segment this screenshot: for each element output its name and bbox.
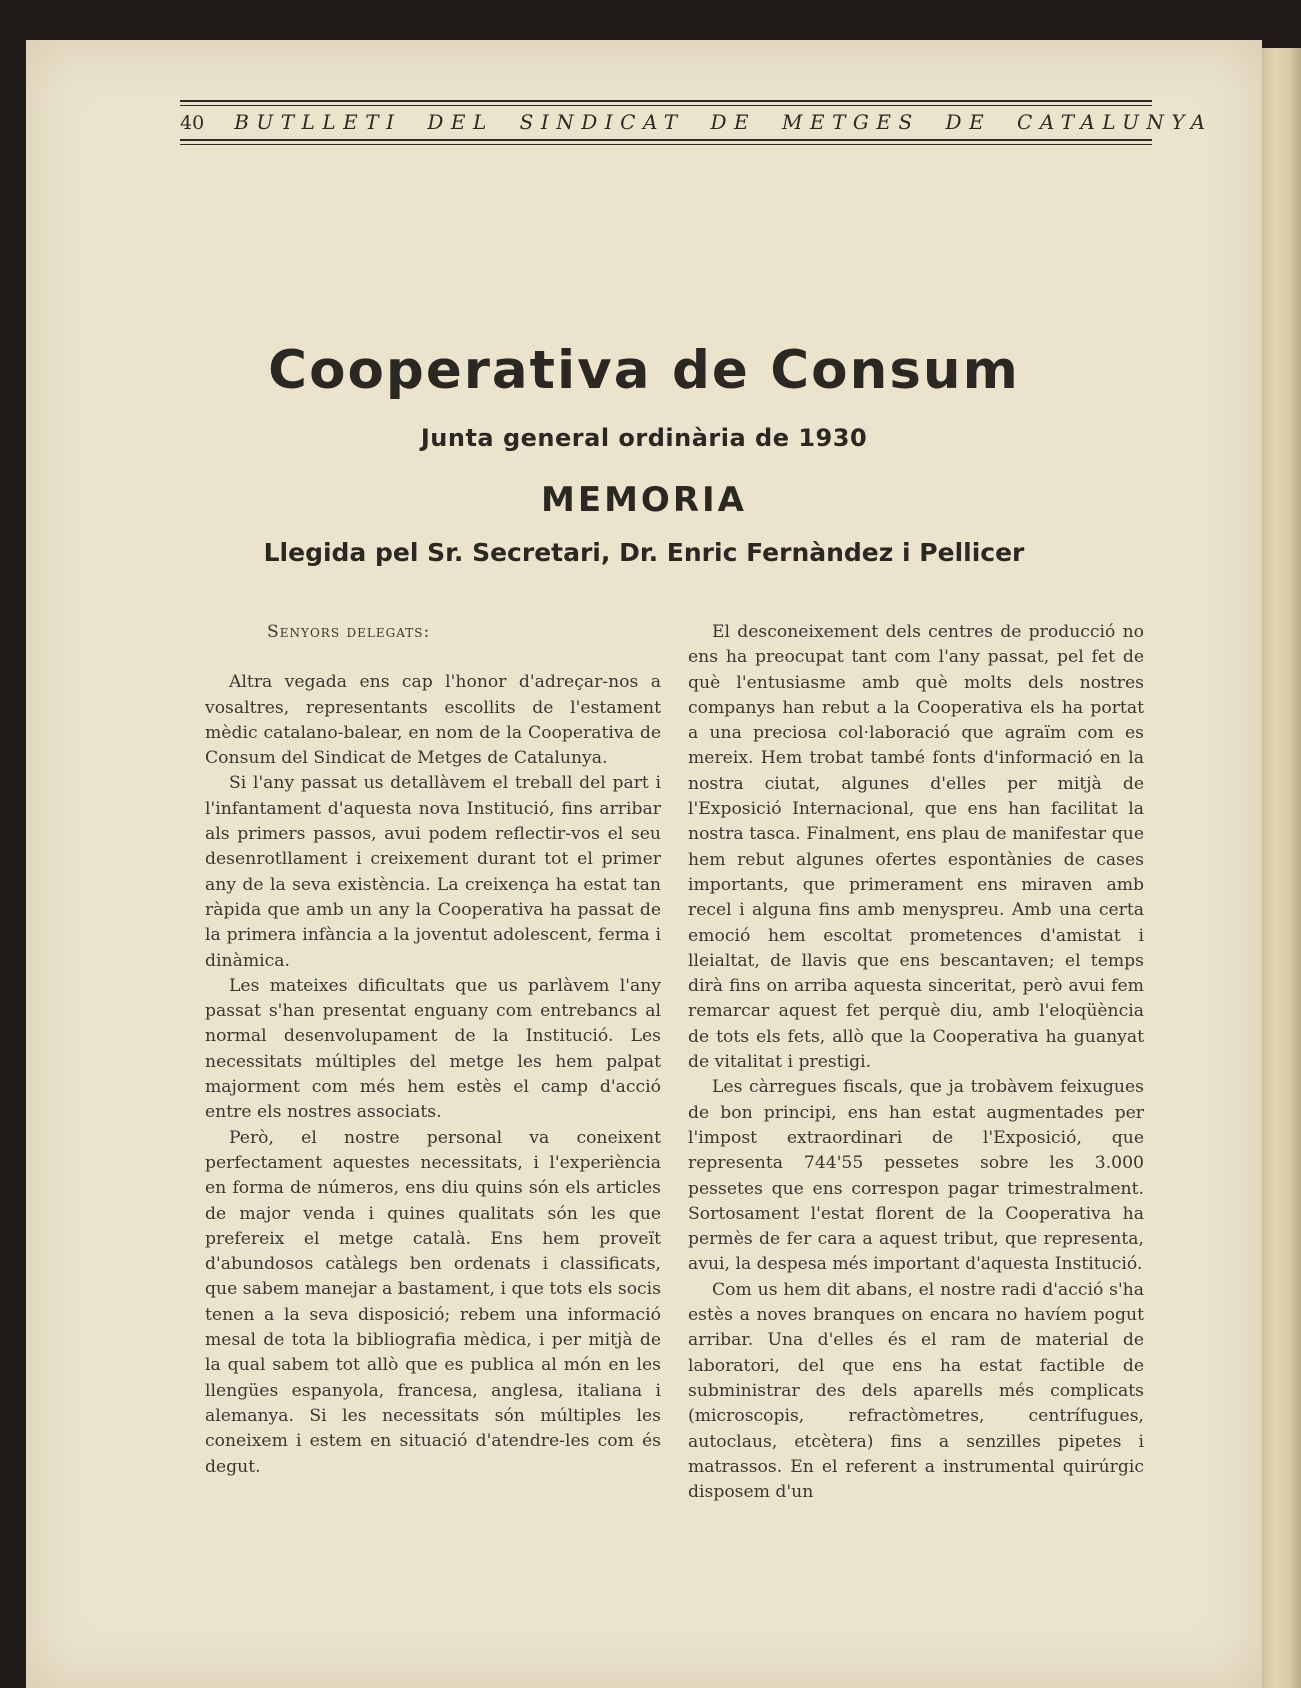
paragraph: Altra vegada ens cap l'honor d'adreçar-nos a vosaltres, representants escollits de l'estament mèdic catalano-balear, en nom de la Cooperativa de Consum del Sindicat de Metges de Catalunya.: [205, 672, 661, 769]
section-title: MEMORIA: [541, 480, 747, 520]
running-head: [180, 100, 1213, 145]
paragraph: Les càrregues fiscals, que ja trobàvem feixugues de bon principi, ens han estat augmentades per l'impost extraordinari de l'Exposició, que representa 744'55 pessetes sobre les 3.000 pessetes que ens correspon pagar trimestralment. Sortosament l'estat florent de la Cooperativa ha permès de fer cara a aquest tribut, que representa, avui, la despesa més important d'aquesta Institució.: [688, 1077, 1144, 1275]
right-column: [688, 620, 1144, 1505]
journal-title: BUTLLETI DEL SINDICAT DE METGES DE CATALUNYA: [234, 110, 1213, 134]
bottom-rule: [180, 139, 1152, 145]
article-title: Cooperativa de Consum: [268, 340, 1020, 401]
paragraph: Les mateixes dificultats que us parlàvem l'any passat s'han presentat enguany com entrebancs al normal desenvolupament de la Institució. Les necessitats múltiples del metge les hem palpat majorment com més hem estès el camp d'acció entre els nostres associats.: [205, 975, 661, 1123]
salutation: Senyors delegats:: [267, 622, 431, 642]
running-head-line: [180, 106, 1213, 139]
article-byline: Llegida pel Sr. Secretari, Dr. Enric Fernàndez i Pellicer: [263, 538, 1025, 567]
page-edge: [1262, 48, 1301, 1688]
article-subtitle: Junta general ordinària de 1930: [420, 424, 868, 452]
paragraph: El desconeixement dels centres de producció no ens ha preocupat tant com l'any passat, pel fet de què l'entusiasme amb què molts dels nostres companys han rebut a la Cooperativa els ha portat a una preciosa col·laboració que agraïm com es mereix. Hem trobat també fonts d'informació en la nostra ciutat, algunes d'elles per mitjà de l'Exposició Internacional, que ens han facilitat la nostra tasca. Finalment, ens plau de manifestar que hem rebut algunes ofertes espontànies de cases importants, que primerament ens miraven amb recel i alguna fins amb menyspreu. Amb una certa emoció hem escoltat prometences d'amistat i lleialtat, de llavis que ens bescantaven; el temps dirà fins on arriba aquesta sinceritat, però avui fem remarcar aquest fet perquè diu, amb l'eloqüència de tots els fets, allò que la Cooperativa ha guanyat de vitalitat i prestigi.: [688, 622, 1144, 1073]
page-number: 40: [180, 112, 205, 134]
paragraph: Però, el nostre personal va coneixent perfectament aquestes necessitats, i l'experiència en forma de números, ens diu quins són els articles de major venda i quines qualitats són les que prefereix el metge català. Ens hem proveït d'abundosos catàlegs ben ordenats i classificats, que sabem manejar a bastament, i que tots els socis tenen a la seva disposició; rebem una informació mesal de tota la bibliografia mèdica, i per mitjà de la qual sabem tot allò que es publica al món en les llengües espanyola, francesa, anglesa, italiana i alemanya. Si les necessitats són múltiples les coneixem i estem en situació d'atendre-les com és degut.: [205, 1127, 661, 1477]
paragraph: Com us hem dit abans, el nostre radi d'acció s'ha estès a noves branques on encara no havíem pogut arribar. Una d'elles és el ram de material de laboratori, del que ens ha estat factible de subministrar des dels aparells més complicats (microscopis, refractòmetres, centrífugues, autoclaus, etcètera) fins a senzilles pipetes i matrassos. En el referent a instrumental quirúrgic disposem d'un: [688, 1279, 1144, 1503]
paragraph: Si l'any passat us detallàvem el treball del part i l'infantament d'aquesta nova Institució, fins arribar als primers passos, avui podem reflectir-vos el seu desenrotllament i creixement durant tot el primer any de la seva existència. La creixença ha estat tan ràpida que amb un any la Cooperativa ha passat de la primera infància a la joventut adolescent, ferma i dinàmica.: [205, 773, 661, 971]
left-column: [205, 620, 661, 1480]
